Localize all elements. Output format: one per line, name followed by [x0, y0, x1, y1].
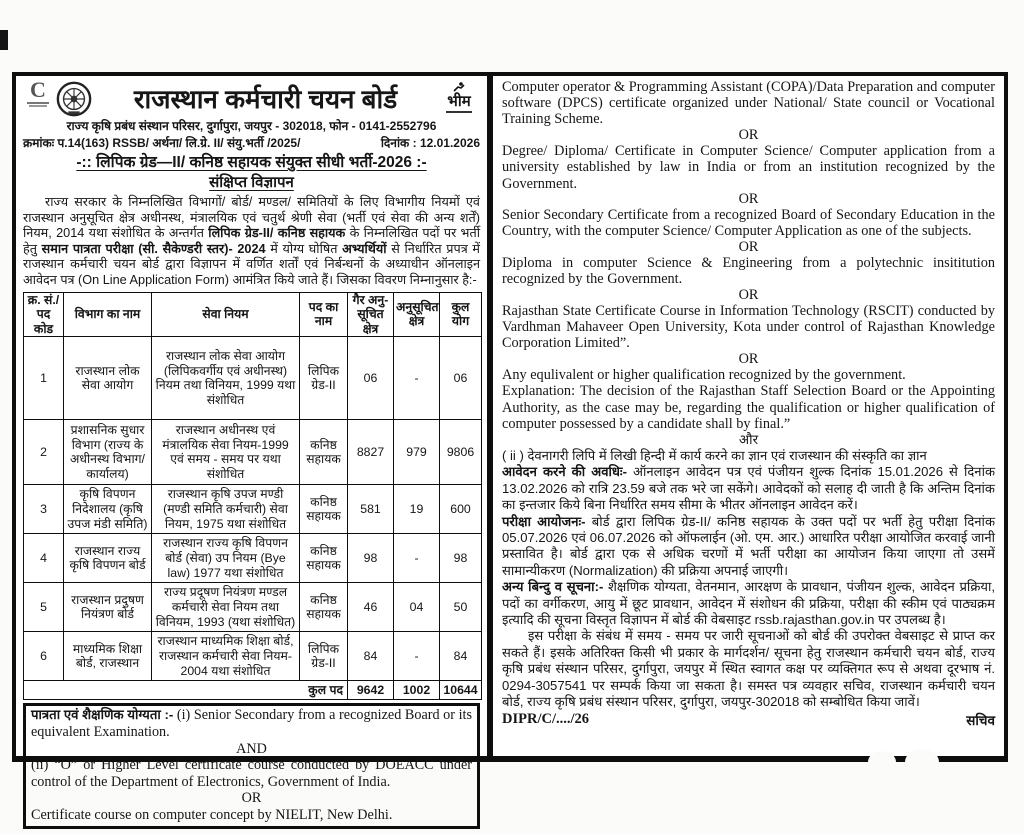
reference-number: क्रमांकः प.14(163) RSSB/ अर्थना/ लि.ग्रे. II/ संयु.भर्ती /2025/ [23, 136, 301, 150]
bhim-logo-icon [438, 82, 480, 113]
contact-para: इस परीक्षा के संबंध में समय - समय पर जारी सूचनाओं को बोर्ड की उपरोक्त वेबसाइट से प्राप्त कर सकते हैं। इसके अतिरिक्त किसी भी प्रकार के मार्गदर्शन/ सूचना हेतु राजस्थान कर्मचारी चयन बोर्ड, राज्य कृषि प्रबंध संस्थान परिसर, दुर्गापुरा, जयपुर में स्थित स्वागत कक्ष पर व्यक्तिगत रूप से अथवा दूरभाष नं. 0294-3057541 पर सम्पर्क किया जा सकता है। समस्त पत्र व्यवहार सचिव, राजस्थान कर्मचारी चयन बोर्ड, राज्य कृषि प्रबंध संस्थान परिसर, दुर्गापुरा, जयपुर-302018 को सम्बोधित किया जावें। [502, 628, 995, 710]
exam-schedule-heading: परीक्षा आयोजनः- [502, 513, 586, 529]
reference-line [23, 136, 480, 151]
short-advert-subtitle: संक्षिप्त विज्ञापन [209, 174, 294, 191]
and-separator: AND [236, 740, 267, 757]
total-non-scheduled: 9642 [348, 681, 394, 700]
other-points-para: अन्य बिन्दु व सूचना:- शैक्षणिक योग्यता, वेतनमान, आरक्षण के प्रावधान, पंजीयन शुल्क, आवेदन प्रक्रिया, पदों का वर्गीकरण, आयु में छूट प्रावधान, आवेदन में संशोधन की प्रक्रिया, परीक्षा की स्कीम एवं पाठ्यक्रम इत्यादि की सूचना विस्तृत विज्ञापन में बोर्ड की वेबसाइट rssb.rajasthan.gov.in पर उपलब्ध है। [502, 579, 995, 628]
eligibility-box [23, 703, 480, 828]
scan-artifact-blob [868, 751, 896, 773]
scan-artifact-mark [0, 30, 8, 50]
col-header-sno: क्र. सं./ पद कोड [24, 292, 64, 337]
aur-separator: और [738, 431, 759, 447]
qualification-degree: Degree/ Diploma/ Certificate in Computer Science/ Computer application from a university established by law in India or from an institution recognized by the Government. [502, 143, 995, 192]
eligibility-heading: पात्रता एवं शैक्षणिक योग्यता :- [31, 707, 174, 723]
grand-total: 10644 [440, 681, 482, 700]
or-separator: OR [738, 190, 759, 207]
intro-paragraph: राज्य सरकार के निम्नलिखित विभागों/ बोर्ड/ मण्डल/ समितियों के लिए विभागीय नियमों एवं राजस्थान अनुसूचित क्षेत्र अधीनस्थ, मंत्रालयिक एवं चतुर्थ श्रेणी सेवा (भर्ती एवं सेवा की अन्य शर्तें) नियम, 2014 यथा संशोधित के अन्तर्गत लिपिक ग्रेड-II/ कनिष्ठ सहायक के निम्नलिखित पदों पर भर्ती हेतु समान पात्रता परीक्षा (सी. सैकेण्डरी स्तर)- 2024 में योग्य घोषित अभ्यर्थियों से निर्धारित प्रपत्र में राजस्थान कर्मचारी चयन बोर्ड द्वारा विज्ञापन में वर्णित शर्तों एवं निर्बन्धनों के अध्याधीन ऑनलाइन आवेदन पत्र (On Line Application Form) आमंत्रित किये जाते हैं। जिसका विवरण निम्नानुसार है:- [23, 195, 480, 287]
table-total-row [24, 681, 482, 700]
masthead [23, 77, 480, 118]
or-separator: OR [738, 238, 759, 255]
recruitment-title: -:: लिपिक ग्रेड—II/ कनिष्ठ सहायक संयुक्त सीधी भर्ती-2026 :- [76, 154, 427, 171]
eligibility-item-ii: (ii) “O” or Higher Level certificate course conducted by DOEACC under control of the Department of Electronics, Government of India. [31, 757, 472, 790]
col-header-total: कुल योग [440, 292, 482, 337]
table-row: 6 माध्यमिक शिक्षा बोर्ड, राजस्थान राजस्थान माध्यमिक शिक्षा बोर्ड, राजस्थान कर्मचारी सेवा नियम- 2004 यथा संशोधित लिपिक ग्रेड-II 84 - 84 [24, 632, 482, 681]
advert-date: दिनांक : 12.01.2026 [380, 136, 480, 150]
table-row: 2 प्रशासनिक सुधार विभाग (राज्य के अधीनस्थ विभाग/ कार्यालय) राजस्थान अधीनस्थ एवं मंत्रालयिक सेवा नियम-1999 एवं समय - समय पर यथा संशोधित कनिष्ठ सहायक 8827 979 9806 [24, 420, 482, 485]
scan-artifact-blob [905, 749, 939, 775]
qualification-rscit: Rajasthan State Certificate Course in Information Technology (RSCIT) conducted by Vardhman Mahaveer Open University, Kota under control of Rajasthan Knowledge Corporation Limited”. [502, 303, 995, 352]
advertisement-sheet [12, 72, 1008, 823]
col-header-service-rule: सेवा नियम [152, 292, 300, 337]
table-row: 1 राजस्थान लोक सेवा आयोग राजस्थान लोक सेवा आयोग (लिपिकवर्गीय एवं अधीनस्थ) नियम तथा विनियम, 1999 यथा संशोधित लिपिक ग्रेड-II 06 - 06 [24, 337, 482, 420]
col-header-post-name: पद का नाम [300, 292, 348, 337]
vacancy-table [23, 292, 482, 701]
bhim-label: भीम [447, 93, 471, 110]
or-separator: OR [738, 126, 759, 143]
total-scheduled: 1002 [394, 681, 440, 700]
hindi-knowledge-clause: ( ii ) देवनागरी लिपि में लिखी हिन्दी में कार्य करने का ज्ञान एवं राजस्थान की संस्कृति का ज्ञान [502, 447, 927, 463]
left-column [16, 76, 490, 823]
org-title: राजस्थान कर्मचारी चयन बोर्ड [133, 84, 398, 114]
footer-row [502, 711, 995, 729]
qualification-explanation: Explanation: The decision of the Rajasthan Staff Selection Board or the Appointing Authority, as the case may be, regarding the qualification or higher qualification of computer possessed by a candidate shall by final.” [502, 383, 995, 432]
col-header-department: विभाग का नाम [64, 292, 152, 337]
or-separator: OR [241, 790, 262, 807]
col-header-non-scheduled-area: गैर अनु- सूचित क्षेत्र [348, 292, 394, 337]
table-row: 3 कृषि विपणन निदेशालय (कृषि उपज मंडी समिति) राजस्थान कृषि उपज मण्डी (मण्डी समिति कर्मचारी) सेवा नियम, 1975 यथा संशोधित कनिष्ठ सहायक 581 19 600 [24, 485, 482, 534]
total-posts-label: कुल पद [24, 681, 348, 700]
qualification-copa: Computer operator & Programming Assistant (COPA)/Data Preparation and computer software (DPCS) certificate organized under National/ State council or Vocational Training Scheme. [502, 79, 995, 128]
or-separator: OR [738, 350, 759, 367]
exam-schedule-para: परीक्षा आयोजनः- बोर्ड द्वारा लिपिक ग्रेड-II/ कनिष्ठ सहायक के उक्त पदों पर भर्ती हेतु परीक्षा दिनांक 05.07.2026 एवं 06.07.2026 को ऑफलाईन (ओ. एम. आर.) आधारित परीक्षा आयोजित करवाई जानी प्रस्तावित है। बोर्ड द्वारा एक से अधिक चरणों में भर्ती परीक्षा का आयोजन किया जाएगा तो उसमें सामान्यीकरण (Normalization) की प्रक्रिया अपनाई जाएगी। [502, 513, 995, 578]
col-header-scheduled-area: अनुसूचित क्षेत्र [394, 292, 440, 337]
qualification-polytechnic: Diploma in computer Science & Engineering from a polytechnic insititution recognized by the Government. [502, 255, 995, 288]
table-row: 4 राजस्थान राज्य कृषि विपणन बोर्ड राजस्थान राज्य कृषि विपणन बोर्ड (सेवा) उप नियम (Bye law) 1977 यथा संशोधित कनिष्ठ सहायक 98 - 98 [24, 534, 482, 583]
application-period-heading: आवेदन करने की अवधिः- [502, 464, 627, 480]
qualification-senior-secondary: Senior Secondary Certificate from a recognized Board of Secondary Education in the Country, with the computer Science/ Computer Application as one of the subjects. [502, 207, 995, 240]
table-row: 5 राजस्थान प्रदुषण नियंत्रण बोर्ड राज्य प्रदूषण नियंत्रण मण्डल कर्मचारी सेवा नियम तथा विनियम, 1993 (यथा संशोधित) कनिष्ठ सहायक 46 04 50 [24, 583, 482, 632]
dipr-number: DIPR/C/..../26 [502, 711, 589, 728]
eligibility-item-iii: Certificate course on computer concept by NIELIT, New Delhi. [31, 806, 393, 823]
eligibility-item-i: (i) Senior Secondary from a recognized Board or its equivalent Examination. [31, 707, 472, 740]
cooperatives-year-logo-icon: C [23, 80, 53, 116]
other-points-heading: अन्य बिन्दु व सूचना:- [502, 579, 604, 595]
signatory: सचिव [966, 713, 995, 729]
or-separator: OR [738, 286, 759, 303]
right-column [490, 76, 1004, 756]
qualification-equivalent: Any equlivalent or higher qualification recognized by the government. [502, 367, 906, 384]
org-address: राज्य कृषि प्रबंध संस्थान परिसर, दुर्गापुरा, जयपुर - 302018, फोन - 0141-2552796 [66, 119, 437, 133]
govt-emblem-icon [55, 80, 93, 118]
application-period-para: आवेदन करने की अवधिः- ऑनलाइन आवेदन पत्र एवं पंजीयन शुल्क दिनांक 15.01.2026 से दिनांक 13.02.2026 को रात्रि 23.59 बजे तक भरे जा सकेंगे। आवेदकों को सलाह दी जाती है कि अन्तिम दिनांक का इन्तजार किये बिना निर्धारित समय सीमा के भीतर ऑनलाइन आवेदन करें। [502, 464, 996, 513]
vacancy-table-header-row [24, 292, 482, 337]
